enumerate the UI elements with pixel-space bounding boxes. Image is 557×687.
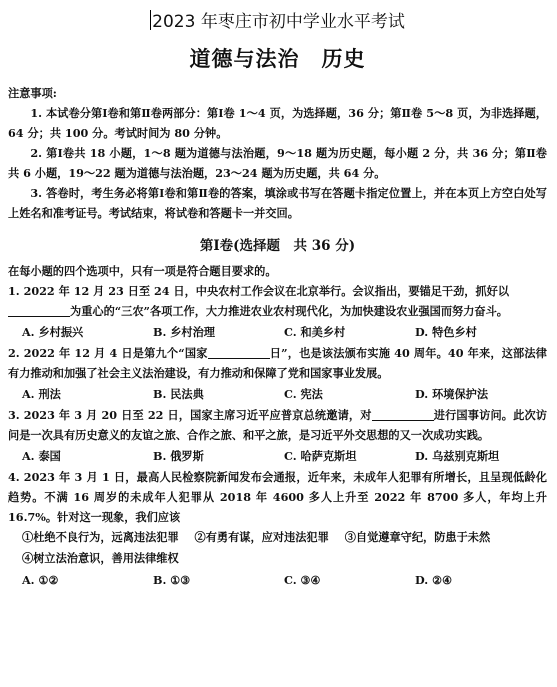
question-2 [8,343,547,383]
option-b: B. ①③ [153,573,191,587]
option-d: D. 特色乡村 [415,325,477,339]
option-a: A. ①② [22,573,59,587]
notice-item-1: 1. 本试卷分第Ⅰ卷和第Ⅱ卷两部分：第Ⅰ卷 1～4 页，为选择题，36 分；第Ⅱ卷 5～8 页，为非选择题，64 分；共 100 分。考试时间为 80 分钟。 [8,106,547,140]
question-1-options [8,321,547,343]
question-3 [8,405,547,445]
statement-3: ③自觉遵章守纪，防患于未然 [344,530,491,544]
answer-blank [8,304,70,317]
question-2-options [8,383,547,405]
exam-title [8,10,547,33]
subject-title: 道德与法治 历史 [189,46,366,71]
option-c: C. 和美乡村 [284,325,346,339]
exam-title-text: 2023 年枣庄市初中学业水平考试 [152,12,405,32]
statement-1: ①杜绝不良行为，远离违法犯罪 [22,530,179,544]
question-3-options [8,445,547,467]
answer-blank [372,408,434,421]
option-b: B. 乡村治理 [153,325,215,339]
option-a: A. 乡村振兴 [22,325,84,339]
section-instruction: 在每小题的四个选项中，只有一项是符合题目要求的。 [8,264,277,278]
option-b: B. 民法典 [153,387,204,401]
notice-item-2: 2. 第Ⅰ卷共 18 小题，1～8 题为道德与法治题，9～18 题为历史题，每小题 2 分，共 36 分；第Ⅱ卷共 6 小题，19～22 题为道德与法治题，23～24 题为历史题，共 64 分。 [8,146,547,180]
option-b: B. 俄罗斯 [153,449,204,463]
question-2-stem-b: 日”，也是该法颁布实施 40 周年。40 年来，这部法律有力推动和加强了社会主义法治建设，有力推动和保障了党和国家事业发展。 [8,346,547,380]
question-4: 4. 2023 年 3 月 1 日，最高人民检察院新闻发布会通报，近年来，未成年人犯罪有所增长，且呈现低龄化趋势。不满 16 周岁的未成年人犯罪从 2018 年 4600 多人上升至 2022 年 8700 多人，年均上升 16.7%。针对这一现象，我们应该 [8,470,547,524]
question-1-stem-a: 1. 2022 年 12 月 23 日至 24 日，中央农村工作会议在北京举行。会议指出，要锚足干劲，抓好以 [8,284,510,298]
option-d: D. ②④ [415,573,453,587]
question-1 [8,281,547,321]
notice-item-3: 3. 答卷时，考生务必将第Ⅰ卷和第Ⅱ卷的答案，填涂或书写在答题卡指定位置上，并在本页上方空白处写上姓名和准考证号。考试结束，将试卷和答题卡一并交回。 [8,186,547,220]
statement-2: ②有勇有谋，应对违法犯罪 [194,530,329,544]
option-d: D. 乌兹别克斯坦 [415,449,500,463]
section-title: 第Ⅰ卷(选择题 共 36 分) [199,238,356,254]
option-a: A. 泰国 [22,449,61,463]
question-3-stem-a: 3. 2023 年 3 月 20 日至 22 日，国家主席习近平应普京总统邀请，对 [8,408,372,422]
question-3-stem-b: 进行国事访问。此次访问是一次具有历史意义的友谊之旅、合作之旅、和平之旅，是习近平外交思想的又一次成功实践。 [8,408,547,442]
question-4-statements [8,527,547,569]
statement-4: ④树立法治意识，善用法律维权 [22,551,179,565]
notice-heading: 注意事项: [8,86,57,100]
text-cursor [150,10,151,30]
option-d: D. 环境保护法 [415,387,489,401]
option-c: C. 宪法 [284,387,323,401]
answer-blank [208,346,270,359]
question-4-options [8,569,547,591]
question-1-stem-b: 为重心的“三农”各项工作，大力推进农业农村现代化，为加快建设农业强国而努力奋斗。 [70,304,508,318]
option-c: C. ③④ [284,573,321,587]
option-a: A. 刑法 [22,387,61,401]
question-2-stem-a: 2. 2022 年 12 月 4 日是第九个“国家 [8,346,208,360]
option-c: C. 哈萨克斯坦 [284,449,357,463]
